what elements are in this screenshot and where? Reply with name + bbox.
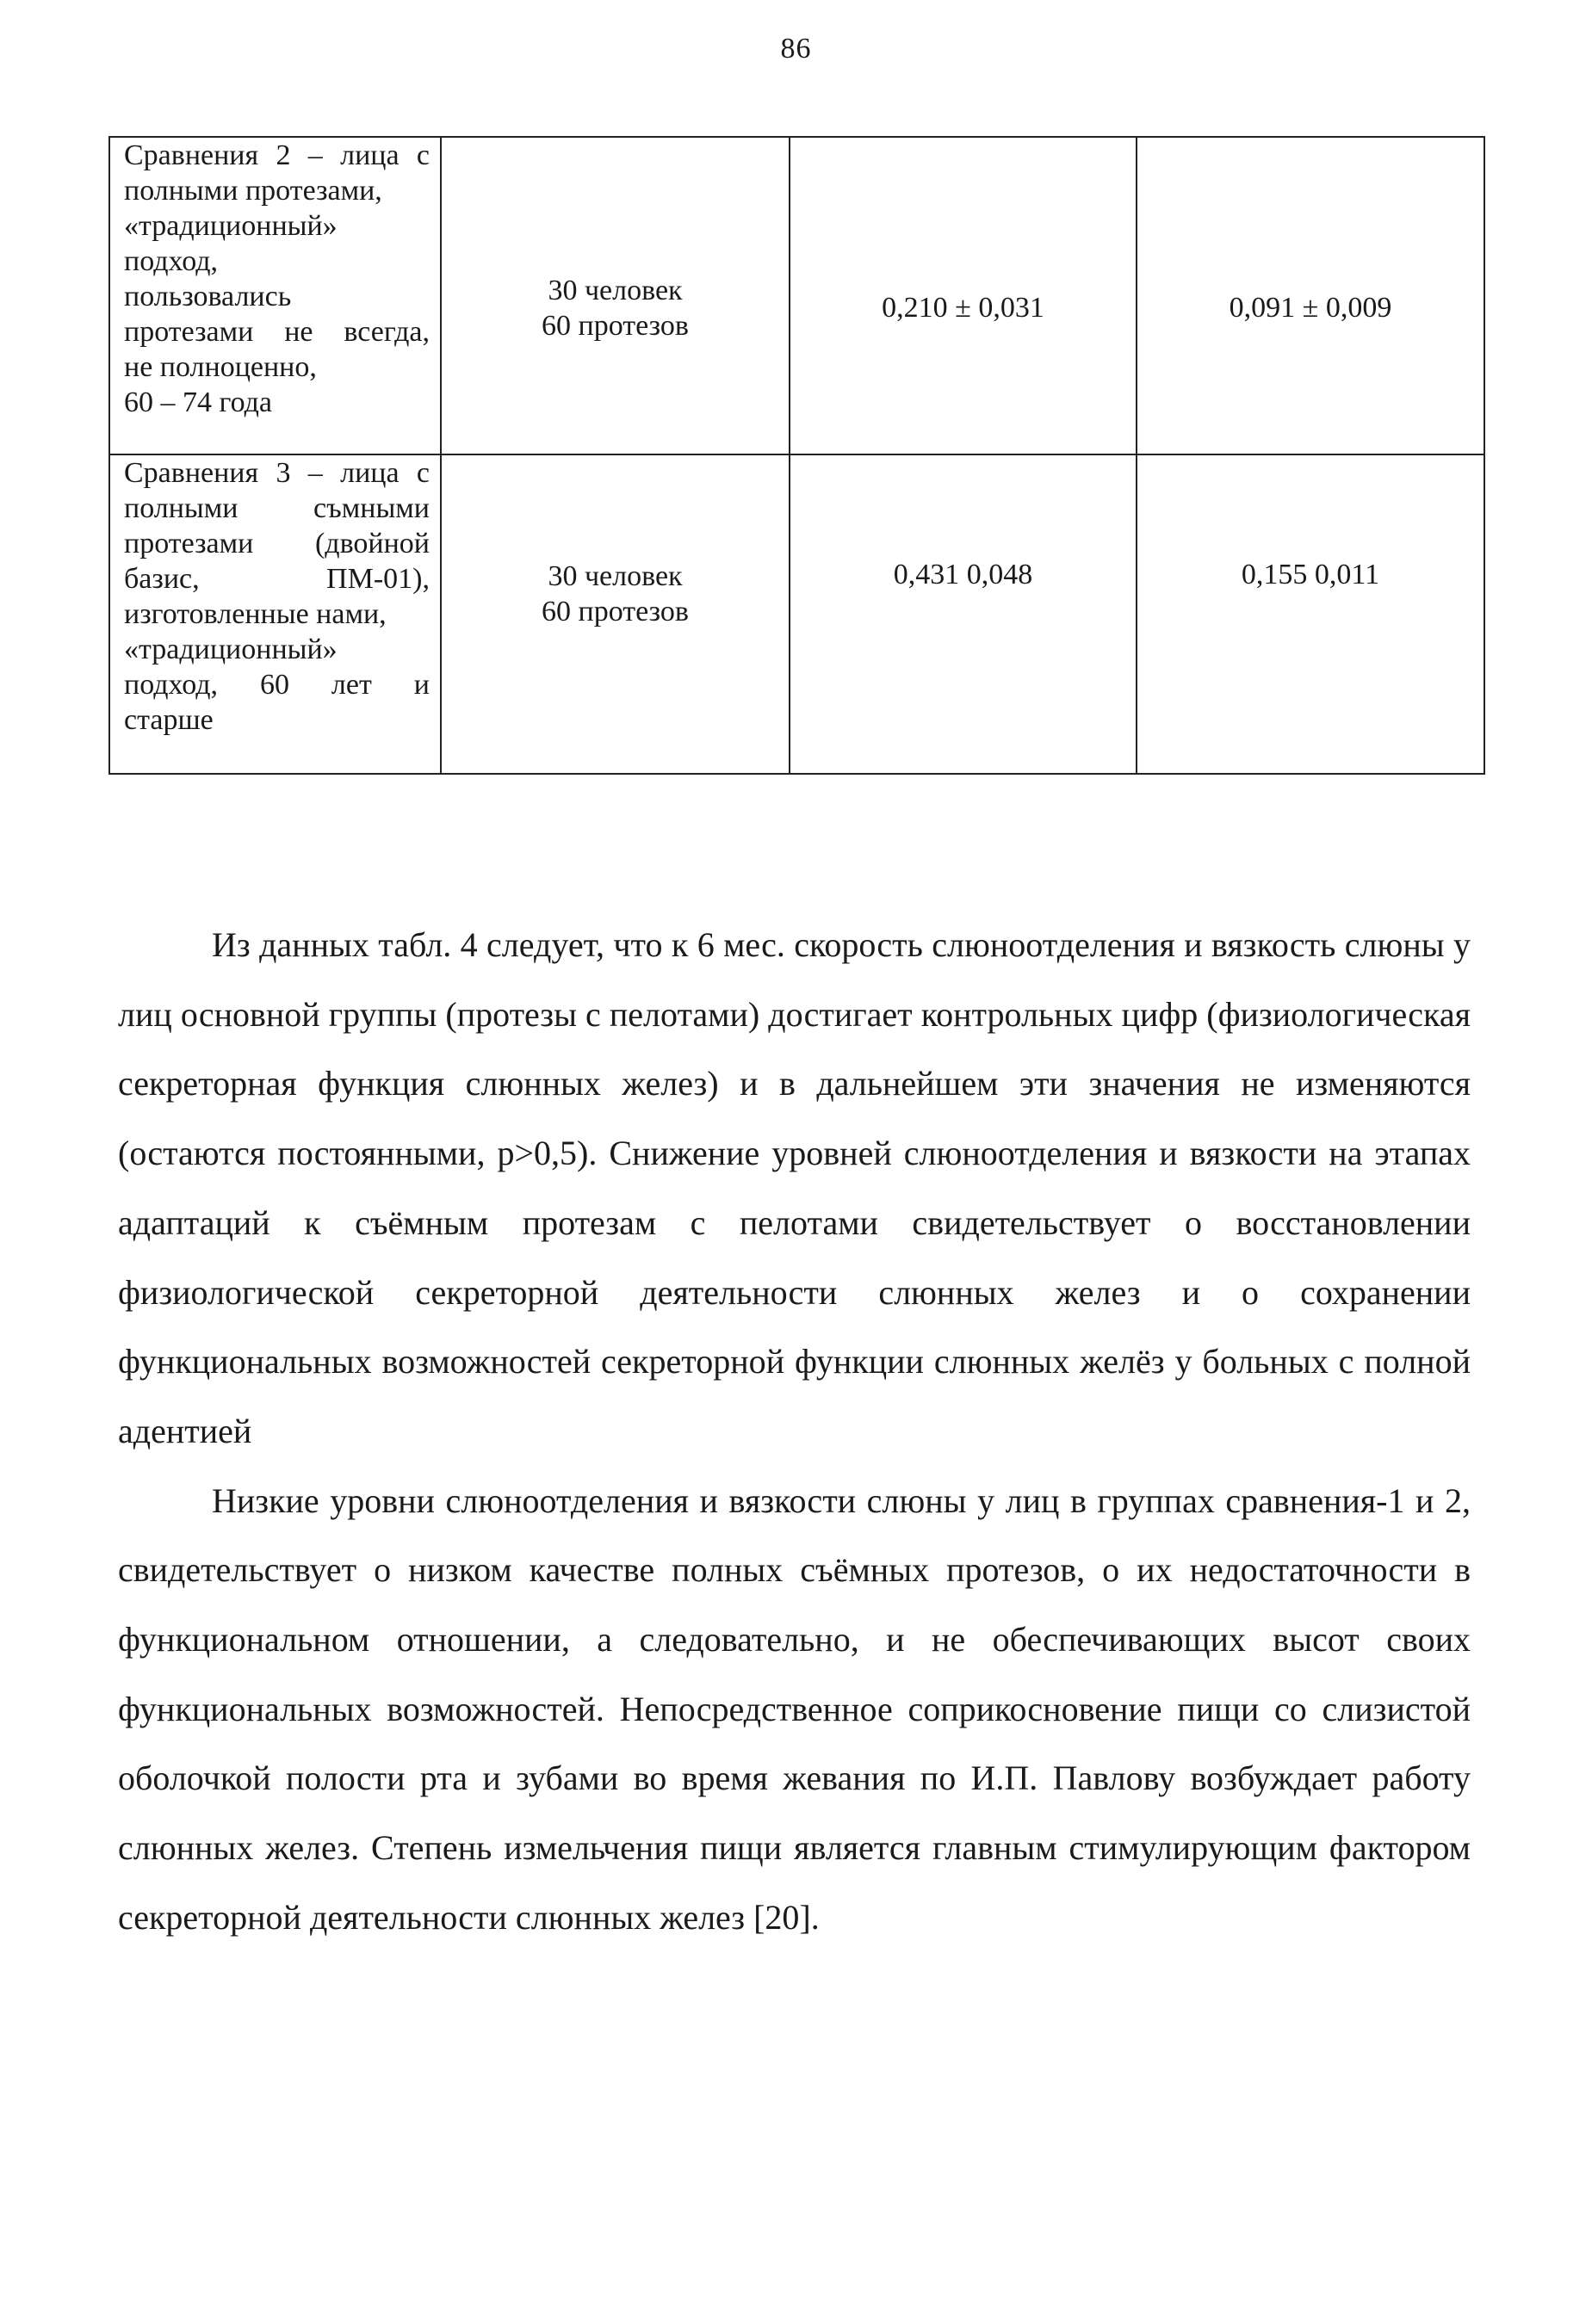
value-1: 0,210 ± 0,031: [882, 292, 1044, 324]
group-line: 60 – 74 года: [124, 386, 273, 418]
group-line: полными съмными: [124, 492, 430, 524]
group-description-cell: [109, 137, 441, 454]
prosthesis-count: 60 протезов: [542, 596, 689, 627]
group-line: Сравнения 3 – лица с: [124, 457, 430, 489]
value-2: 0,155 0,011: [1241, 559, 1380, 590]
group-line: протезами не всегда,: [124, 316, 430, 348]
group-line: Сравнения 2 – лица с: [124, 139, 430, 171]
group-line: старше: [124, 704, 214, 736]
table-row: [109, 137, 1484, 454]
group-line: подход,: [124, 245, 219, 277]
group-line: изготовленные нами,: [124, 598, 387, 630]
value-cell: [790, 137, 1137, 454]
data-table: [108, 136, 1485, 775]
people-count: 30 человек: [548, 274, 683, 306]
page-number: 86: [780, 33, 812, 65]
value-cell: [790, 454, 1137, 774]
body-text: [118, 911, 1471, 1953]
group-line: не полноценно,: [124, 351, 317, 383]
value-cell: [1137, 454, 1484, 774]
count-cell: [441, 454, 790, 774]
group-line: «традиционный»: [124, 210, 338, 242]
value-cell: [1137, 137, 1484, 454]
people-count: 30 человек: [548, 560, 683, 592]
group-line: пользовались: [124, 281, 292, 312]
table-row: [109, 454, 1484, 774]
group-line: «традиционный»: [124, 634, 338, 665]
count-cell: [441, 137, 790, 454]
value-2: 0,091 ± 0,009: [1229, 292, 1392, 324]
group-line: полными протезами,: [124, 175, 382, 207]
group-line: протезами (двойной: [124, 528, 430, 559]
group-description-cell: [109, 454, 441, 774]
value-1: 0,431 0,048: [893, 559, 1033, 590]
group-line: подход, 60 лет и: [124, 669, 430, 701]
group-line: базис, ПМ-01),: [124, 563, 430, 595]
paragraph: Низкие уровни слюноотделения и вязкости слюны у лиц в группах сравнения-1 и 2, свидетельствует о низком качестве полных съёмных протезов, о их недостаточности в функциональном отношении, а следовательно, и не обеспечивающих высот своих функциональных возможностей. Непосредственное соприкосновение пищи со слизистой оболочкой полости рта и зубами во время жевания по И.П. Павлову возбуждает работу слюнных желез. Степень измельчения пищи является главным стимулирующим фактором секреторной деятельности слюнных желез [20].: [118, 1480, 1471, 1937]
prosthesis-count: 60 протезов: [542, 309, 689, 342]
paragraph: Из данных табл. 4 следует, что к 6 мес. скорость слюноотделения и вязкость слюны у лиц основной группы (протезы с пелотами) достигает контрольных цифр (физиологическая секреторная функция слюнных желез) и в дальнейшем эти значения не изменяются (остаются постоянными, р>0,5). Снижение уровней слюноотделения и вязкости на этапах адаптаций к съёмным протезам с пелотами свидетельствует о восстановлении физиологической секреторной деятельности слюнных желез и о сохранении функциональных возможностей секреторной функции слюнных желёз у больных с полной адентией: [118, 925, 1471, 1450]
